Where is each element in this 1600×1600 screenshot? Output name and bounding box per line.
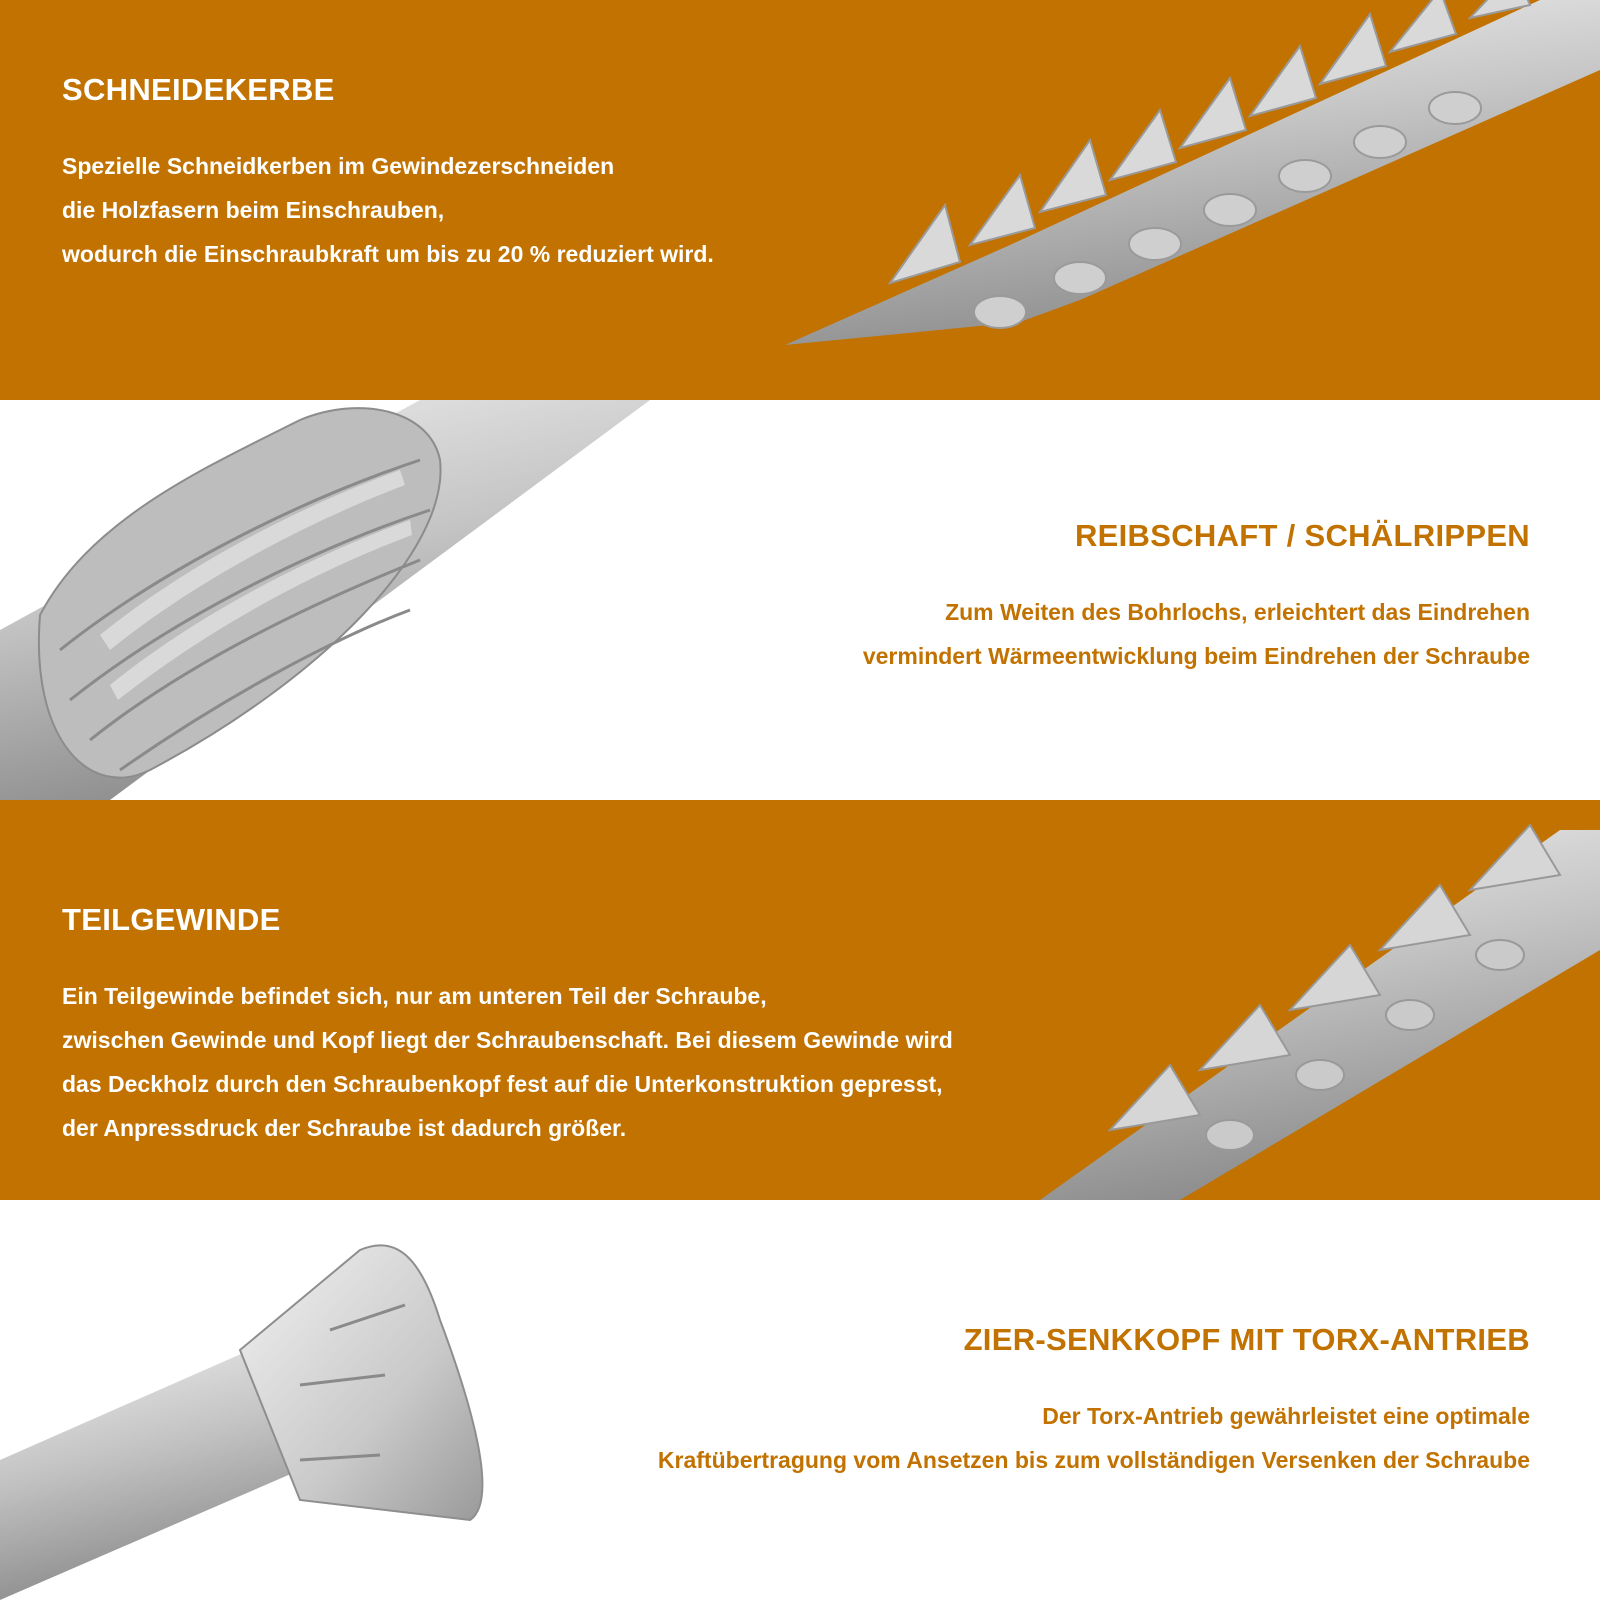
description-line: Spezielle Schneidkerben im Gewindezerschneiden: [62, 153, 615, 179]
description-line: der Anpressdruck der Schraube ist dadurch größer.: [62, 1115, 627, 1141]
text-block-teilgewinde: [62, 902, 953, 1150]
description-line: wodurch die Einschraubkraft um bis zu 20 % reduziert wird.: [62, 241, 714, 267]
description-line: zwischen Gewinde und Kopf liegt der Schraubenschaft. Bei diesem Gewinde wird: [62, 1027, 953, 1053]
section-title: ZIER-SENKKOPF MIT TORX-ANTRIEB: [963, 1322, 1530, 1357]
panel-reibschaft: [0, 400, 1600, 800]
description-line: das Deckholz durch den Schraubenkopf fest auf die Unterkonstruktion gepresst,: [62, 1071, 943, 1097]
description-line: vermindert Wärmeentwicklung beim Eindrehen der Schraube: [862, 643, 1530, 669]
panel-zier-senkkopf: [0, 1200, 1600, 1600]
description-line: die Holzfasern beim Einschrauben,: [62, 197, 445, 223]
section-title: TEILGEWINDE: [62, 902, 281, 937]
screw-countersunk-head-icon: [0, 1200, 520, 1600]
screw-tip-cutting-notch-icon: [780, 0, 1600, 400]
text-block-reibschaft: [863, 518, 1530, 678]
screw-partial-thread-icon: [1040, 800, 1600, 1200]
panel-schneidekerbe: [0, 0, 1600, 400]
section-title: SCHNEIDEKERBE: [62, 72, 335, 107]
description-line: Ein Teilgewinde befindet sich, nur am unteren Teil der Schraube,: [62, 983, 767, 1009]
screw-reaming-ribs-icon: [0, 400, 660, 800]
text-block-schneidekerbe: [62, 72, 714, 276]
description-line: Der Torx-Antrieb gewährleistet eine optimale: [1042, 1403, 1530, 1429]
text-block-zier-senkkopf: [658, 1322, 1530, 1482]
description-line: Zum Weiten des Bohrlochs, erleichtert das Eindrehen: [945, 599, 1530, 625]
section-title: REIBSCHAFT / SCHÄLRIPPEN: [1074, 518, 1530, 553]
description-line: Kraftübertragung vom Ansetzen bis zum vollständigen Versenken der Schraube: [657, 1447, 1530, 1473]
panel-teilgewinde: [0, 800, 1600, 1200]
